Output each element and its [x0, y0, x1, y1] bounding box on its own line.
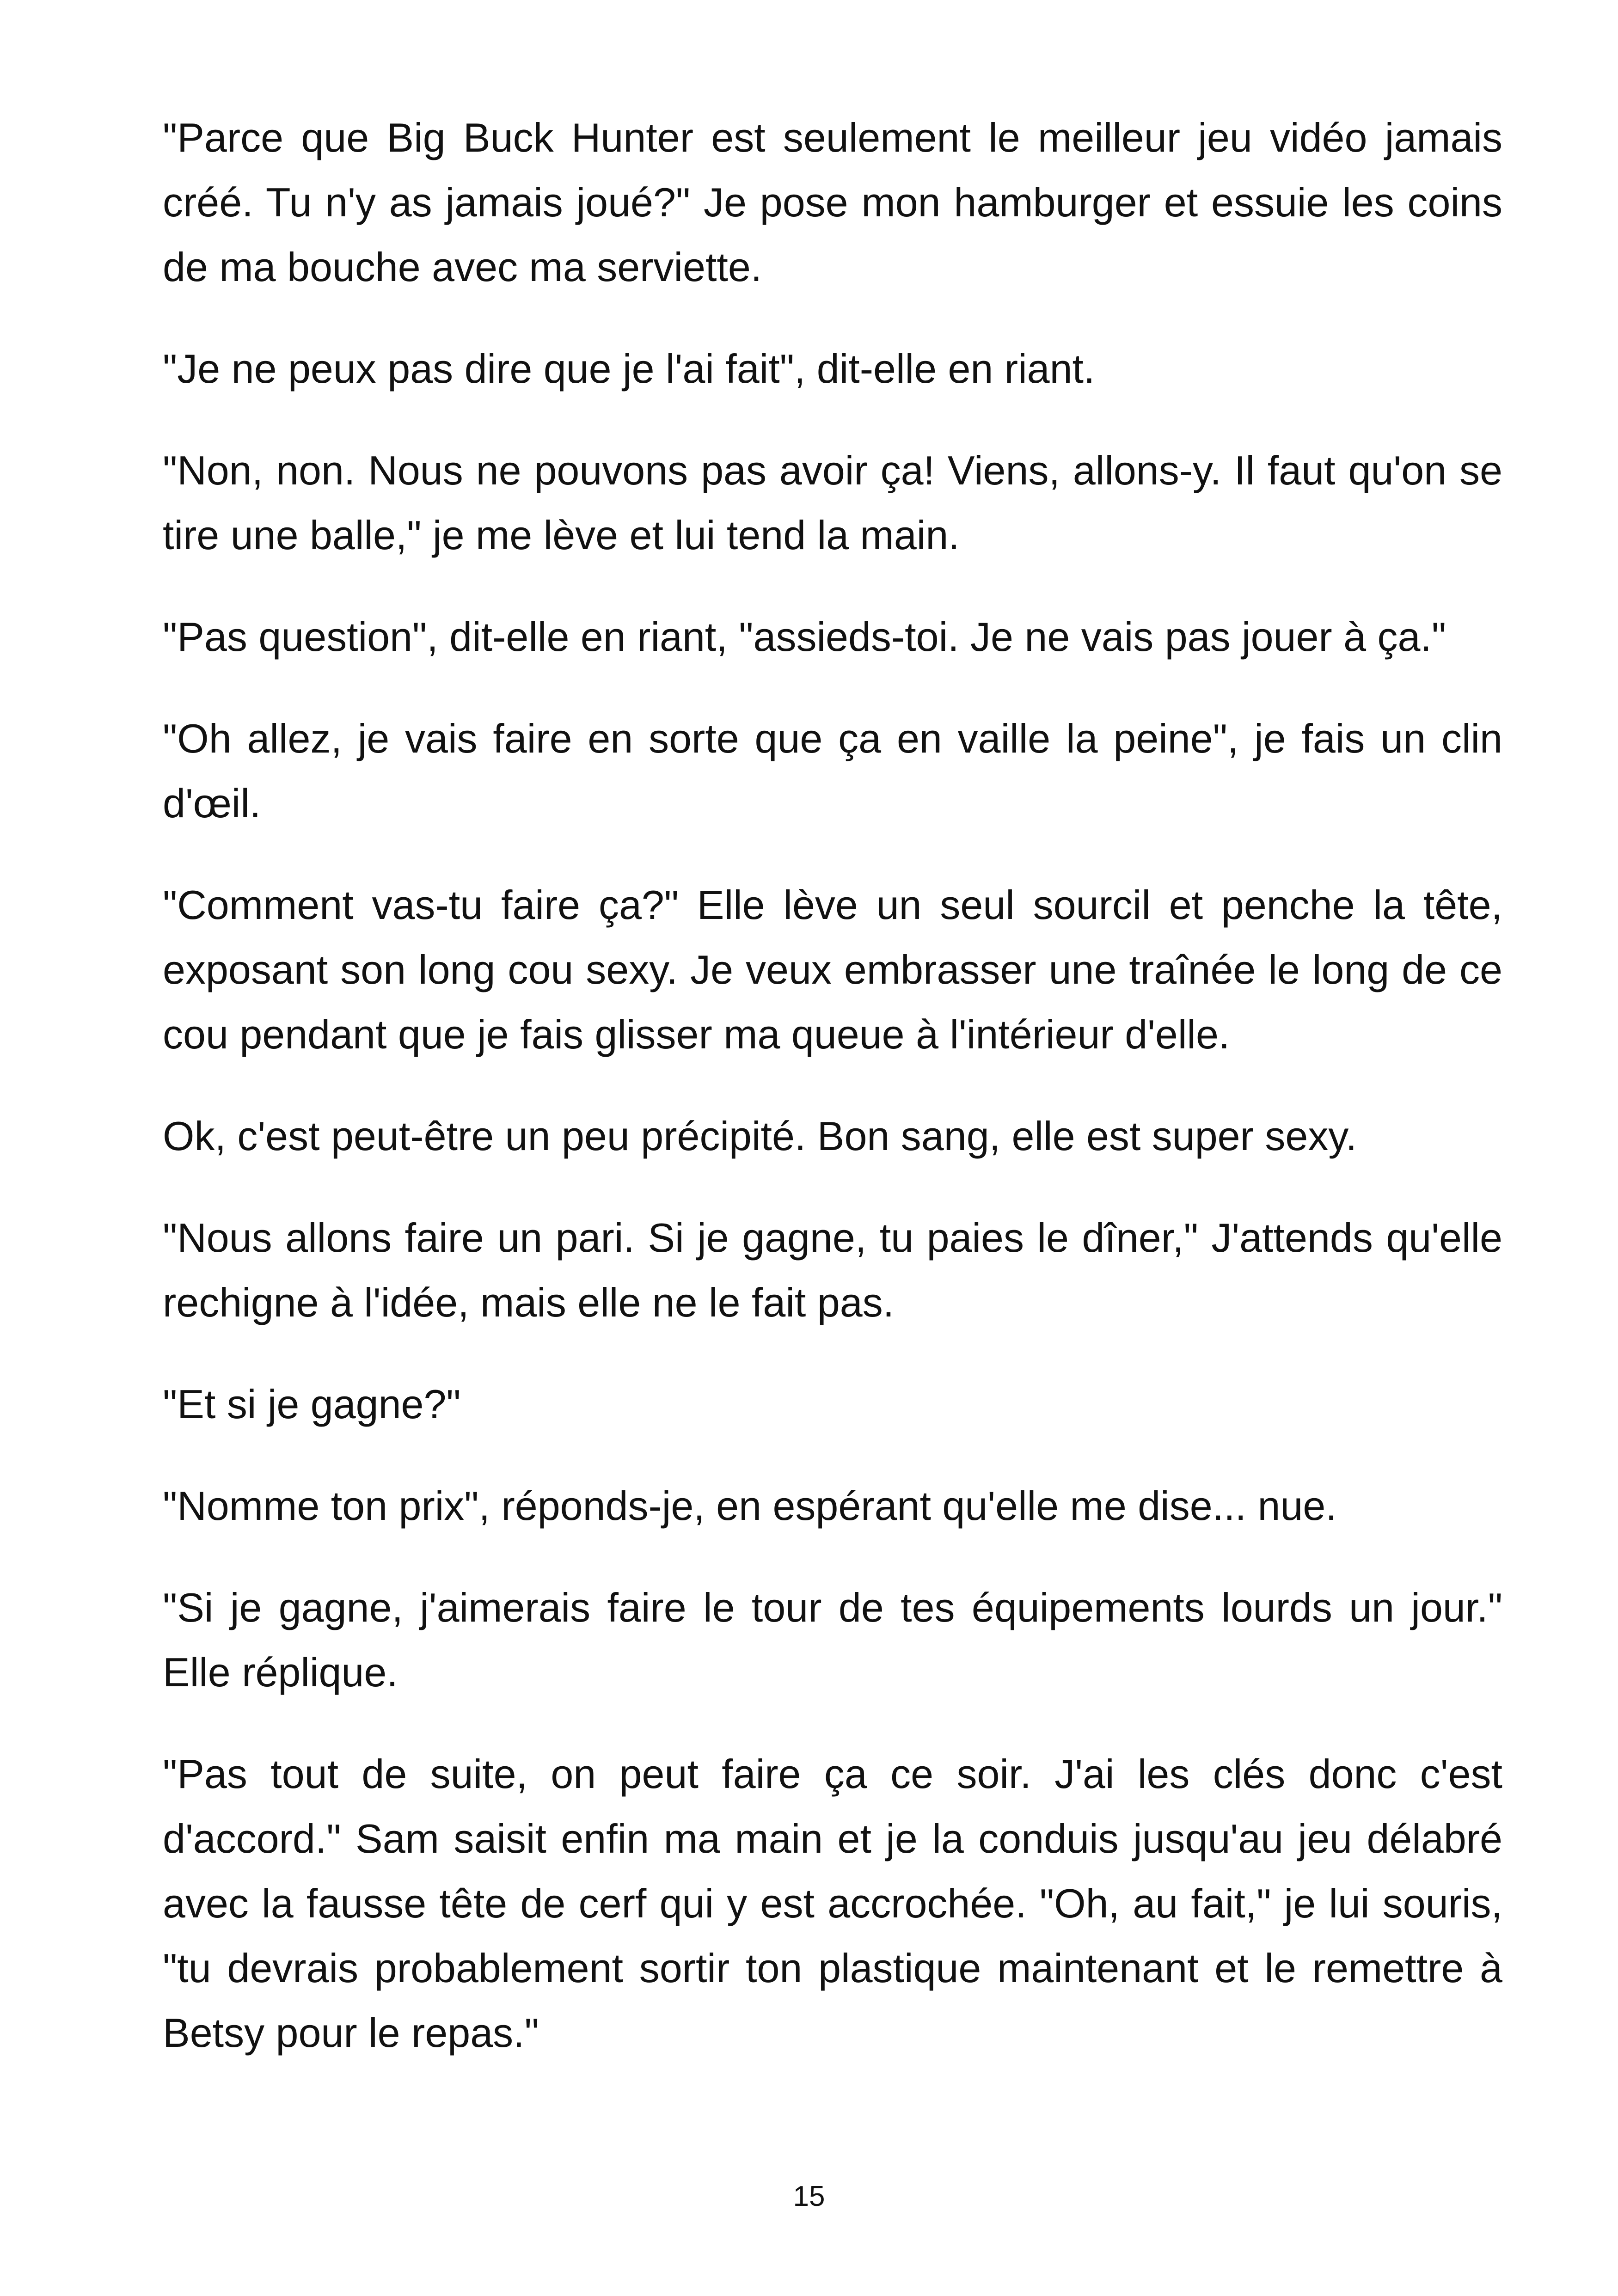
paragraph: "Pas question", dit-elle en riant, "assieds-toi. Je ne vais pas jouer à ça." — [163, 614, 1446, 660]
paragraph: "Nous allons faire un pari. Si je gagne, tu paies le dîner," J'attends qu'elle rechigne à l'idée, mais elle ne le fait pas. — [163, 1215, 1502, 1325]
paragraph: "Oh allez, je vais faire en sorte que ça en vaille la peine", je fais un clin d'œil. — [163, 716, 1502, 826]
paragraph: "Pas tout de suite, on peut faire ça ce soir. J'ai les clés donc c'est d'accord." Sam saisit enfin ma main et je la conduis jusqu'au jeu délabré avec la fausse tête de cerf qui y est accrochée. "Oh, au fait," je lui souris, "tu devrais probablement sortir ton plastique maintenant et le remettre à Betsy pour le repas." — [163, 1751, 1502, 2056]
paragraph: "Non, non. Nous ne pouvons pas avoir ça! Viens, allons-y. Il faut qu'on se tire une balle," je me lève et lui tend la main. — [163, 447, 1502, 558]
paragraph: "Je ne peux pas dire que je l'ai fait", dit-elle en riant. — [163, 346, 1095, 392]
paragraph: "Et si je gagne?" — [163, 1381, 461, 1427]
paragraph: "Comment vas-tu faire ça?" Elle lève un seul sourcil et penche la tête, exposant son long cou sexy. Je veux embrasser une traînée le long de ce cou pendant que je fais glisser ma queue à l'intérieur d'elle. — [163, 882, 1502, 1057]
paragraph: Ok, c'est peut-être un peu précipité. Bon sang, elle est super sexy. — [163, 1113, 1357, 1159]
page-number: 15 — [793, 2180, 825, 2212]
paragraph: "Si je gagne, j'aimerais faire le tour de tes équipements lourds un jour." Elle réplique. — [163, 1585, 1502, 1695]
body-text — [163, 105, 1502, 2102]
paragraph: "Nomme ton prix", réponds-je, en espérant qu'elle me dise... nue. — [163, 1483, 1337, 1529]
paragraph: "Parce que Big Buck Hunter est seulement le meilleur jeu vidéo jamais créé. Tu n'y as jamais joué?" Je pose mon hamburger et essuie les coins de ma bouche avec ma serviette. — [163, 115, 1502, 290]
